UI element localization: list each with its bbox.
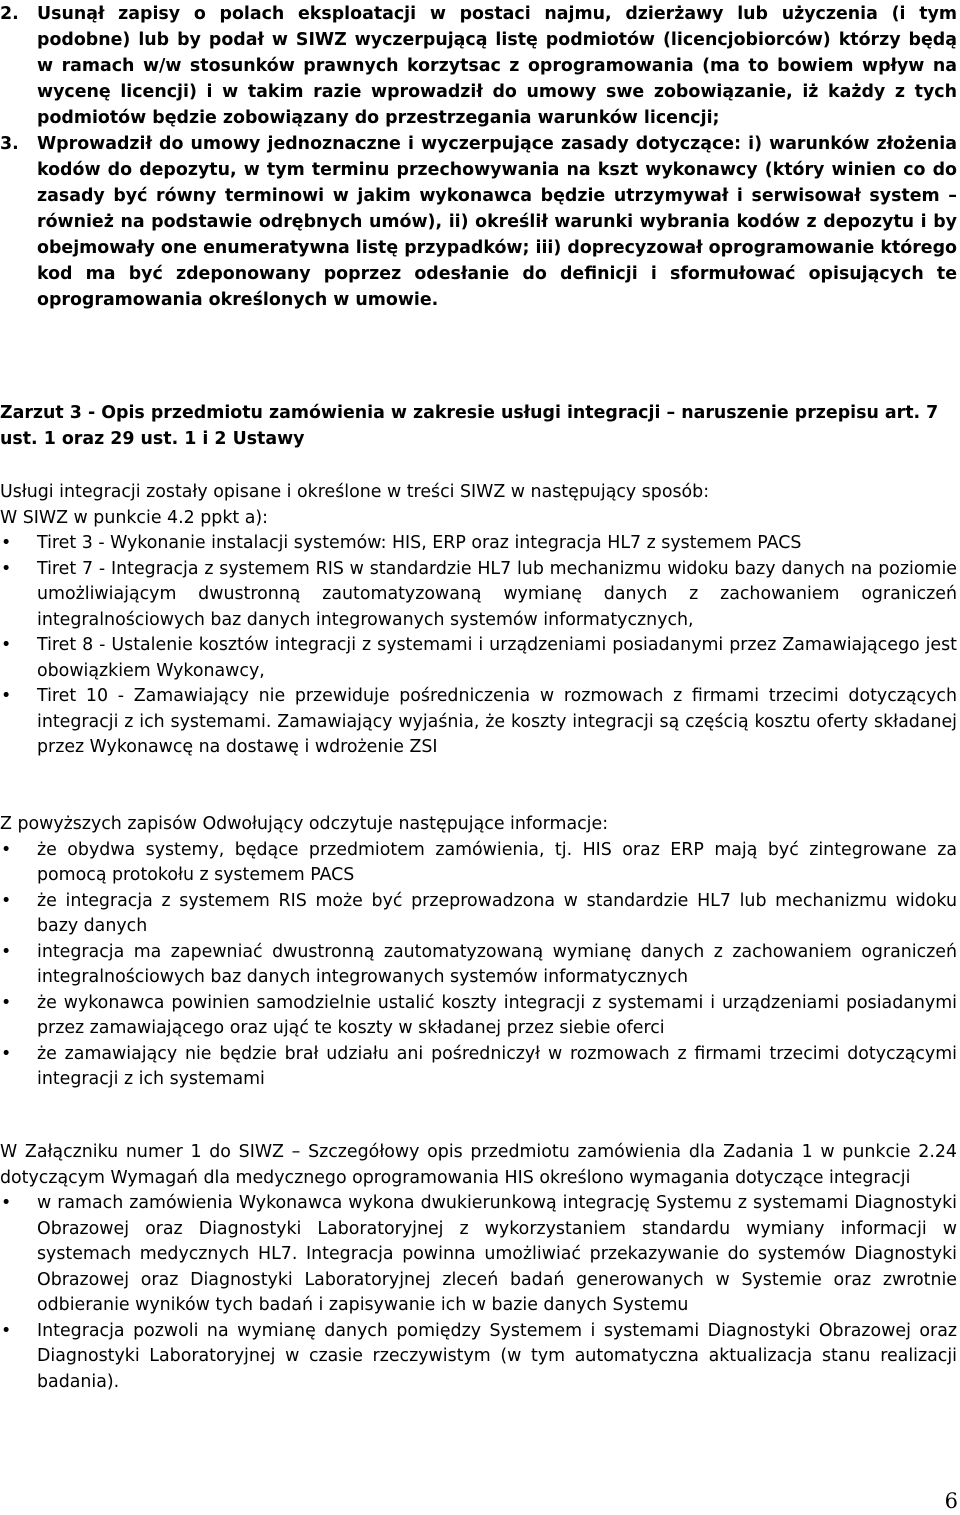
bullet-icon: • <box>1 1320 12 1341</box>
attachment-intro: W Załączniku numer 1 do SIWZ – Szczegółowy opis przedmiotu zamówienia dla Zadania 1 w punkcie 2.24 dotyczącym Wymagań dla medycznego oprogramowania HIS określono wymagania dotyczące integracji <box>0 1142 957 1188</box>
bullet-icon: • <box>1 839 12 860</box>
appeal-section <box>0 812 957 1093</box>
bullet-icon: • <box>1 992 12 1013</box>
bullet-icon: • <box>1 558 12 579</box>
attachment-bullet-list <box>0 1191 957 1395</box>
bullet-icon: • <box>1 686 12 706</box>
list-item <box>0 531 957 557</box>
list-item <box>0 557 957 634</box>
appeal-intro: Z powyższych zapisów Odwołujący odczytuje następujące informacje: <box>0 814 609 834</box>
list-item-number: 2. <box>0 4 19 24</box>
list-item-text: w ramach zamówienia Wykonawca wykona dwukierunkową integrację Systemu z systemami Diagnostyki Obrazowej oraz Diagnostyki Laboratoryjnej z wykorzystaniem standardu wymiany informacji w systemach medycznych HL7. Integracja powinna umożliwiać przekazywanie do systemów Diagnostyki Obrazowej oraz Diagnostyki Laboratoryjnej zleceń badań generowanych w Systemie oraz zwrotnie odbieranie wyników tych badań i zapisywanie ich w bazie danych Systemu <box>37 1193 957 1315</box>
page-number: 6 <box>944 1489 958 1513</box>
list-item-text: że zamawiający nie będzie brał udziału ani pośredniczył w rozmowach z firmami trzecimi dotyczącymi integracji z ich systemami <box>37 1043 957 1089</box>
list-item-text: integracja ma zapewniać dwustronną zautomatyzowaną wymianę danych z zachowaniem ograniczeń integralnościowych baz danych integrowanych systemów informatycznych <box>37 941 957 987</box>
list-item-text: Usunął zapisy o polach eksploatacji w postaci najmu, dzierżawy lub użyczenia (i tym podobne) lub by podał w SIWZ wyczerpującą listę podmiotów (licencjobiorców) którzy będą w ramach w/w stosunków prawnych korzytsac z oprogramowania (ma to bowiem wpływ na wycenę licencji) i w takim razie wprowadził do umowy swe zobowiązanie, iż każdy z tych podmiotów będzie zobowiązany do przestrzegania warunków licencji; <box>37 4 957 128</box>
list-item-text: Tiret 3 - Wykonanie instalacji systemów: HIS, ERP oraz integracja HL7 z systemem PACS <box>37 533 802 553</box>
siwz-section <box>0 480 957 761</box>
siwz-bullet-list <box>0 531 957 761</box>
appeal-bullet-list <box>0 838 957 1093</box>
bullet-icon: • <box>1 890 12 911</box>
bullet-icon: • <box>1 1043 12 1064</box>
list-item-text: Integracja pozwoli na wymianę danych pomiędzy Systemem i systemami Diagnostyki Obrazowej oraz Diagnostyki Laboratoryjnej w czasie rzeczywistym (w tym automatyczna aktualizacja stanu realizacji badania). <box>37 1320 957 1392</box>
list-item-text: Wprowadził do umowy jednoznaczne i wyczerpujące zasady dotyczące: i) warunków złożenia kodów do depozytu, w tym terminu przechowywania na kszt wykonawcy (który winien co do zasady być równy terminowi w jakim wykonawca będzie utrzymywał i serwisował system – również na podstawie odrębnych umów), ii) określił warunki wybrania kodów z depozytu i by obejmowały one enumeratywna listę przypadków; iii) doprecyzował oprogramowanie którego kod ma być zdeponowany poprzez odesłanie do definicji i sformułować opisujących te oprogramowania określonych w umowie. <box>37 134 957 310</box>
section-heading: Zarzut 3 - Opis przedmiotu zamówienia w zakresie usługi integracji – naruszenie przepisu art. 7 ust. 1 oraz 29 ust. 1 i 2 Ustawy <box>0 403 939 449</box>
bullet-icon: • <box>1 1193 12 1213</box>
list-item <box>0 838 957 889</box>
list-item <box>0 1 957 131</box>
list-item <box>0 684 957 761</box>
bullet-icon: • <box>1 635 12 655</box>
list-item-text: Tiret 7 - Integracja z systemem RIS w standardzie HL7 lub mechanizmu widoku bazy danych na poziomie umożliwiającym dwustronną zautomatyzowaną wymianę danych z zachowaniem ograniczeń integralnościowych baz danych integrowanych systemów informatycznych, <box>37 558 957 630</box>
list-item <box>0 1042 957 1093</box>
list-item <box>0 1191 957 1319</box>
list-item <box>0 991 957 1042</box>
list-item <box>0 889 957 940</box>
list-item-text: Tiret 8 - Ustalenie kosztów integracji z systemami i urządzeniami posiadanymi przez Zamawiającego jest obowiązkiem Wykonawcy, <box>37 635 957 681</box>
intro-line: W SIWZ w punkcie 4.2 ppkt a): <box>0 507 269 528</box>
list-item-text: że integracja z systemem RIS może być przeprowadzona w standardzie HL7 lub mechanizmu widoku bazy danych <box>37 890 957 936</box>
bullet-icon: • <box>1 533 12 553</box>
numbered-list <box>0 1 957 313</box>
intro-line: Usługi integracji zostały opisane i określone w treści SIWZ w następujący sposób: <box>0 482 710 502</box>
list-item-text: Tiret 10 - Zamawiający nie przewiduje pośredniczenia w rozmowach z firmami trzecimi dotyczących integracji z ich systemami. Zamawiający wyjaśnia, że koszty integracji są częścią kosztu oferty składanej przez Wykonawcę na dostawę i wdrożenie ZSI <box>37 686 957 757</box>
list-item <box>0 940 957 991</box>
bullet-icon: • <box>1 941 12 962</box>
list-item <box>0 1319 957 1396</box>
list-item <box>0 131 957 313</box>
list-item-text: że obydwa systemy, będące przedmiotem zamówienia, tj. HIS oraz ERP mają być zintegrowane za pomocą protokołu z systemem PACS <box>37 839 957 885</box>
list-item <box>0 633 957 684</box>
attachment-section <box>0 1140 957 1395</box>
list-item-number: 3. <box>0 134 19 154</box>
list-item-text: że wykonawca powinien samodzielnie ustalić koszty integracji z systemami i urządzeniami posiadanymi przez zamawiającego oraz ująć te koszty w składanej przez siebie oferci <box>37 992 957 1038</box>
